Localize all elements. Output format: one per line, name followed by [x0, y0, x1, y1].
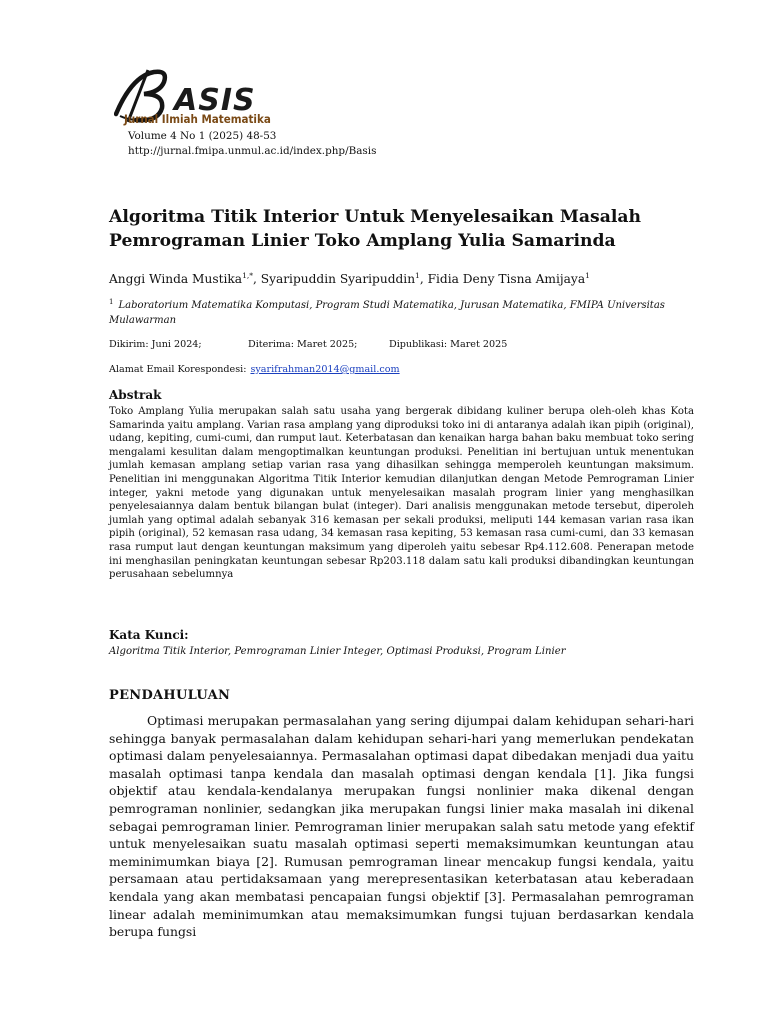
journal-volume: Volume 4 No 1 (2025) 48-53 — [128, 130, 277, 142]
journal-url[interactable]: http://jurnal.fmipa.unmul.ac.id/index.php/Basis — [128, 145, 377, 157]
author-separator: , — [252, 272, 261, 286]
email-link[interactable]: syarifrahman2014@gmail.com — [250, 364, 400, 375]
author-name: Fidia Deny Tisna Amijaya — [427, 272, 586, 286]
date-submitted: Dikirim: Juni 2024; — [109, 339, 202, 350]
abstract-heading: Abstrak — [109, 388, 162, 402]
affiliation-text: Laboratorium Matematika Komputasi, Program Studi Matematika, Jurusan Matematika, FMIPA Universitas Mulawarman — [109, 300, 665, 326]
author-separator: , — [419, 272, 428, 286]
date-published: Dipublikasi: Maret 2025 — [389, 339, 508, 350]
keywords-heading: Kata Kunci: — [109, 628, 189, 642]
date-accepted: Diterima: Maret 2025; — [248, 339, 358, 350]
author-list — [109, 267, 590, 288]
section-heading: PENDAHULUAN — [109, 688, 231, 703]
journal-meta — [128, 129, 376, 159]
article-title: Algoritma Titik Interior Untuk Menyelesaikan Masalah Pemrograman Linier Toko Amplang Yulia Samarinda — [109, 207, 642, 251]
logo-wordmark: ASIS — [174, 83, 256, 118]
journal-logo — [110, 66, 280, 132]
logo-subtitle: Jurnal Ilmiah Matematika — [124, 112, 271, 126]
keywords-text: Algoritma Titik Interior, Pemrograman Linier Integer, Optimasi Produksi, Program Linier — [109, 646, 566, 657]
abstract-text: Toko Amplang Yulia merupakan salah satu usaha yang bergerak dibidang kuliner berupa oleh-oleh khas Kota Samarinda yaitu amplang. Varian rasa amplang yang diproduksi toko ini di antaranya adalah ikan pipih (original), udang, kepiting, cumi-cumi, dan rumput laut. Keterbatasan dan kenaikan harga bahan baku membuat toko sering mengalami kesulitan dalam mengoptimalkan keuntungan produksi. Penelitian ini bertujuan untuk menentukan jumlah kemasan amplang setiap varian rasa yang dihasilkan sehingga memperoleh keuntungan maksimum. Penelitian ini menggunakan Algoritma Titik Interior kemudian dilanjutkan dengan Metode Pemrograman Linier integer, yakni metode yang digunakan untuk menyelesaikan masalah program linier yang menghasilkan penyelesaiannya dalam bentuk bilangan bulat (integer). Dari analisis menggunakan metode tersebut, diperoleh jumlah yang optimal adalah sebanyak 316 kemasan per sekali produksi, meliputi 144 kemasan varian rasa ikan pipih (original), 52 kemasan rasa udang, 34 kemasan rasa kepiting, 53 kemasan rasa cumi-cumi, dan 33 kemasan rasa rumput laut dengan keuntungan maksimum yang diperoleh yaitu sebesar Rp4.112.608. Penerapan metode ini menghasilan peningkatan keuntungan sebesar Rp203.118 dalam satu kali produksi dibandingkan keuntungan perusahaan sebelumnya — [109, 406, 694, 581]
author-name: Syaripuddin Syaripuddin — [260, 272, 416, 286]
introduction-paragraph: Optimasi merupakan permasalahan yang sering dijumpai dalam kehidupan sehari-hari sehingga banyak permasalahan dalam kehidupan sehari-hari yang memerlukan pendekatan optimasi dalam penyelesaiannya. Permasalahan optimasi dapat dibedakan menjadi dua yaitu masalah optimasi tanpa kendala dan masalah optimasi dengan kendala [1]. Jika fungsi objektif atau kendala-kendalanya merupakan fungsi nonlinier maka dikenal dengan pemrograman nonlinier, sedangkan jika merupakan fungsi linier maka masalah ini dikenal sebagai pemrograman linier. Pemrograman linier merupakan salah satu metode yang efektif untuk menyelesaikan suatu masalah optimasi seperti memaksimumkan keuntungan atau meminimumkan biaya [2]. Rumusan pemrograman linear mencakup fungsi kendala, yaitu persamaan atau pertidaksamaan yang merepresentasikan keterbatasan atau keberadaan kendala yang akan membatasi pencapaian fungsi objektif [3]. Permasalahan pemrograman linear adalah meminimumkan atau memaksimumkan fungsi tujuan berdasarkan kendala berupa fungsi — [109, 713, 694, 940]
author-affiliation-mark: 1,* — [242, 271, 253, 280]
author-name: Anggi Winda Mustika — [109, 272, 243, 286]
author-affiliation-mark: 1 — [585, 271, 590, 280]
email-label: Alamat Email Korespondesi: — [109, 364, 247, 375]
author-affiliation-mark: 1 — [415, 271, 420, 280]
affiliation-mark: 1 — [109, 298, 114, 306]
affiliation — [109, 295, 699, 328]
correspondence-email — [109, 363, 400, 377]
